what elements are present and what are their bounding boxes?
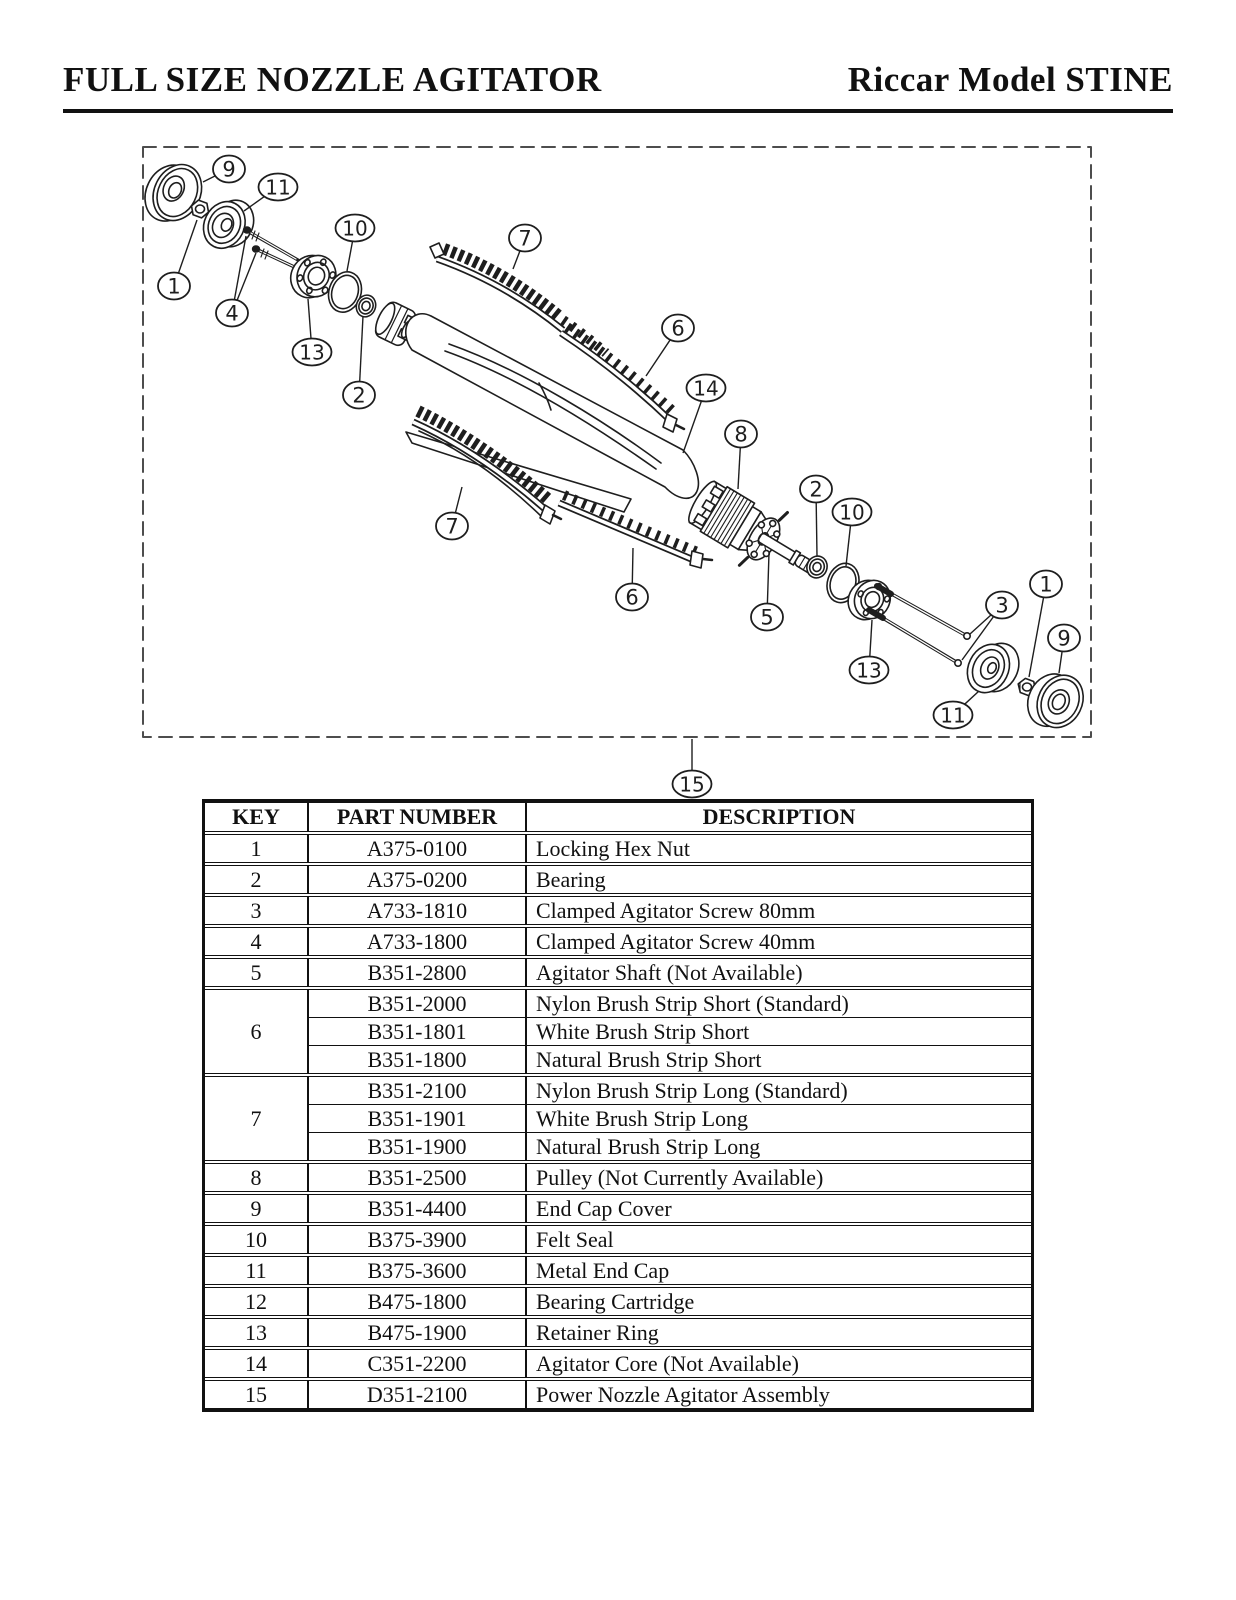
- callout-5-15: [751, 553, 783, 631]
- part-number-cell: B351-2500: [309, 1164, 527, 1191]
- callout-leader-line: [965, 691, 979, 704]
- table-row-group-key-9: [205, 1194, 1031, 1223]
- description-cell: End Cap Cover: [536, 1196, 672, 1221]
- table-row-group-key-3: [205, 896, 1031, 925]
- callout-number: 9: [222, 157, 236, 182]
- table-row-group-key-8: [205, 1163, 1031, 1192]
- callout-leader-line: [816, 503, 817, 557]
- callout-leader-line: [360, 316, 363, 382]
- callout-2-11: [800, 476, 832, 557]
- description-cell: Nylon Brush Strip Short (Standard): [536, 991, 849, 1016]
- description-cell: Locking Hex Nut: [536, 836, 690, 861]
- callout-number: 9: [1057, 626, 1071, 651]
- key-cell: 9: [205, 1195, 309, 1222]
- part-number-cell: B351-4400: [309, 1195, 527, 1222]
- table-row: [309, 1077, 1031, 1105]
- key-cell: 6: [205, 990, 309, 1073]
- callout-leader-line: [738, 448, 740, 490]
- callout-number: 10: [342, 216, 368, 241]
- callout-number: 1: [1039, 572, 1053, 597]
- callout-14-9: [683, 375, 726, 454]
- description-cell: Clamped Agitator Screw 40mm: [536, 929, 816, 954]
- part-metal-end-cap-right: [959, 633, 1026, 703]
- callout-6-14: [616, 548, 648, 611]
- table-row-group-key-1: [205, 834, 1031, 863]
- callout-8-10: [725, 421, 757, 490]
- callout-number: 1: [167, 274, 181, 299]
- description-cell: White Brush Strip Long: [536, 1106, 749, 1131]
- part-number-cell: A733-1800: [309, 928, 527, 955]
- callout-leader-line: [237, 253, 256, 300]
- callout-leader-line: [846, 526, 851, 567]
- callout-number: 14: [693, 376, 719, 401]
- part-number-cell: D351-2100: [309, 1381, 527, 1408]
- part-number-cell: B351-1901: [309, 1105, 527, 1132]
- description-cell: Agitator Core (Not Available): [536, 1351, 799, 1376]
- parts-table: [202, 799, 1034, 1412]
- callout-leader-line: [455, 487, 462, 513]
- key-cell: 15: [205, 1381, 309, 1408]
- callout-leader-line: [870, 620, 872, 657]
- part-number-cell: B475-1800: [309, 1288, 527, 1315]
- callout-number: 4: [225, 301, 239, 326]
- description-cell: Bearing: [536, 867, 606, 892]
- table-row: [309, 1018, 1031, 1046]
- description-cell: Clamped Agitator Screw 80mm: [536, 898, 816, 923]
- callout-leader-line: [767, 553, 769, 604]
- callout-11-1: [244, 174, 298, 212]
- key-cell: 3: [205, 897, 309, 924]
- key-cell: 4: [205, 928, 309, 955]
- table-row-group-key-7: [205, 1076, 1031, 1161]
- part-screws-40mm: [244, 227, 303, 271]
- callout-1-18: [1029, 571, 1062, 678]
- table-row: [309, 897, 1031, 924]
- table-row: [309, 928, 1031, 955]
- table-row: [309, 1105, 1031, 1133]
- table-row: [309, 1164, 1031, 1191]
- part-brush-strip-long-lower: [413, 411, 561, 524]
- part-end-cap-cover-left: [136, 153, 211, 232]
- description-cell: Felt Seal: [536, 1227, 614, 1252]
- callout-leader-line: [646, 340, 670, 376]
- callout-number: 13: [299, 340, 325, 365]
- part-metal-end-cap-left: [196, 190, 261, 258]
- description-cell: Natural Brush Strip Long: [536, 1134, 761, 1159]
- part-number-cell: B351-2100: [309, 1077, 527, 1104]
- description-cell: Pulley (Not Currently Available): [536, 1165, 824, 1190]
- key-cell: 12: [205, 1288, 309, 1315]
- callout-4-5: [216, 236, 256, 327]
- callout-number: 8: [734, 422, 748, 447]
- callout-number: 15: [679, 772, 705, 797]
- column-header-description: DESCRIPTION: [702, 804, 856, 829]
- callout-1-4: [158, 220, 197, 300]
- part-number-cell: A375-0200: [309, 866, 527, 893]
- table-row-group-key-5: [205, 958, 1031, 987]
- callout-9-0: [203, 156, 245, 183]
- part-bearing-right: [804, 553, 830, 581]
- table-row-group-key-6: [205, 989, 1031, 1074]
- table-row: [309, 1226, 1031, 1253]
- page-title: FULL SIZE NOZZLE AGITATOR: [63, 60, 602, 99]
- part-number-cell: B375-3900: [309, 1226, 527, 1253]
- callout-leader-line: [179, 220, 198, 273]
- part-number-cell: A733-1810: [309, 897, 527, 924]
- part-number-cell: B351-2800: [309, 959, 527, 986]
- callout-leader-line: [203, 176, 215, 182]
- callout-15-21: [673, 739, 712, 798]
- callout-number: 5: [760, 605, 774, 630]
- table-header-row: [205, 802, 1031, 832]
- part-number-cell: B351-1801: [309, 1018, 527, 1045]
- part-number-cell: B351-1900: [309, 1133, 527, 1160]
- description-cell: Metal End Cap: [536, 1258, 670, 1283]
- key-cell: 13: [205, 1319, 309, 1346]
- callout-leader-line: [1029, 597, 1044, 677]
- callout-9-19: [1048, 625, 1080, 674]
- part-number-cell: B475-1900: [309, 1319, 527, 1346]
- callout-number: 11: [940, 703, 966, 728]
- key-cell: 1: [205, 835, 309, 862]
- description-cell: Nylon Brush Strip Long (Standard): [536, 1078, 848, 1103]
- table-row-group-key-15: [205, 1380, 1031, 1409]
- callout-number: 2: [352, 383, 366, 408]
- callout-number: 7: [445, 514, 459, 539]
- part-brush-strip-short-lower: [559, 495, 712, 568]
- callout-number: 6: [625, 585, 639, 610]
- callout-leader-line: [513, 251, 520, 269]
- callout-layer: [158, 156, 1080, 798]
- callout-13-16: [850, 620, 889, 684]
- table-row-group-key-4: [205, 927, 1031, 956]
- callout-10-12: [833, 499, 872, 567]
- column-header-key: KEY: [205, 803, 309, 831]
- callout-number: 6: [671, 316, 685, 341]
- description-cell: Retainer Ring: [536, 1320, 659, 1345]
- part-number-cell: A375-0100: [309, 835, 527, 862]
- column-header-part-number: PART NUMBER: [309, 803, 527, 831]
- table-row-group-key-13: [205, 1318, 1031, 1347]
- table-row-group-key-14: [205, 1349, 1031, 1378]
- key-cell: 8: [205, 1164, 309, 1191]
- table-row: [309, 990, 1031, 1018]
- table-row-group-key-2: [205, 865, 1031, 894]
- table-row: [309, 1381, 1031, 1408]
- callout-2-7: [343, 316, 375, 409]
- table-row: [309, 1288, 1031, 1315]
- description-cell: Agitator Shaft (Not Available): [536, 960, 803, 985]
- key-cell: 14: [205, 1350, 309, 1377]
- callout-7-13: [436, 487, 468, 540]
- callout-leader-line: [1059, 651, 1062, 673]
- key-cell: 10: [205, 1226, 309, 1253]
- table-row: [309, 1133, 1031, 1160]
- callout-number: 10: [839, 500, 865, 525]
- callout-number: 13: [856, 658, 882, 683]
- table-row: [309, 1046, 1031, 1073]
- part-number-cell: C351-2200: [309, 1350, 527, 1377]
- description-cell: White Brush Strip Short: [536, 1019, 750, 1044]
- callout-leader-line: [683, 401, 701, 453]
- table-row: [309, 1350, 1031, 1377]
- callout-number: 3: [995, 593, 1009, 618]
- callout-13-6: [293, 299, 332, 366]
- callout-number: 2: [809, 477, 823, 502]
- callout-leader-line: [347, 241, 353, 271]
- table-row: [309, 1257, 1031, 1284]
- callout-leader-line: [308, 299, 311, 339]
- callout-7-3: [509, 225, 541, 270]
- table-row-group-key-11: [205, 1256, 1031, 1285]
- key-cell: 2: [205, 866, 309, 893]
- part-number-cell: B375-3600: [309, 1257, 527, 1284]
- table-row: [309, 835, 1031, 862]
- callout-6-8: [646, 315, 694, 377]
- key-cell: 11: [205, 1257, 309, 1284]
- description-cell: Bearing Cartridge: [536, 1289, 695, 1314]
- table-row: [309, 1319, 1031, 1346]
- key-cell: 7: [205, 1077, 309, 1160]
- callout-number: 11: [265, 175, 291, 200]
- model-title: Riccar Model STINE: [847, 60, 1173, 99]
- key-cell: 5: [205, 959, 309, 986]
- part-number-cell: B351-1800: [309, 1046, 527, 1073]
- callout-11-20: [934, 691, 980, 729]
- callout-number: 7: [518, 226, 532, 251]
- description-cell: Power Nozzle Agitator Assembly: [536, 1382, 830, 1407]
- table-row: [309, 959, 1031, 986]
- table-row: [309, 866, 1031, 893]
- part-number-cell: B351-2000: [309, 990, 527, 1017]
- callout-10-2: [336, 215, 375, 272]
- description-cell: Natural Brush Strip Short: [536, 1047, 762, 1072]
- callout-leader-line: [632, 548, 633, 584]
- table-row: [309, 1195, 1031, 1222]
- table-row-group-key-10: [205, 1225, 1031, 1254]
- table-row-group-key-12: [205, 1287, 1031, 1316]
